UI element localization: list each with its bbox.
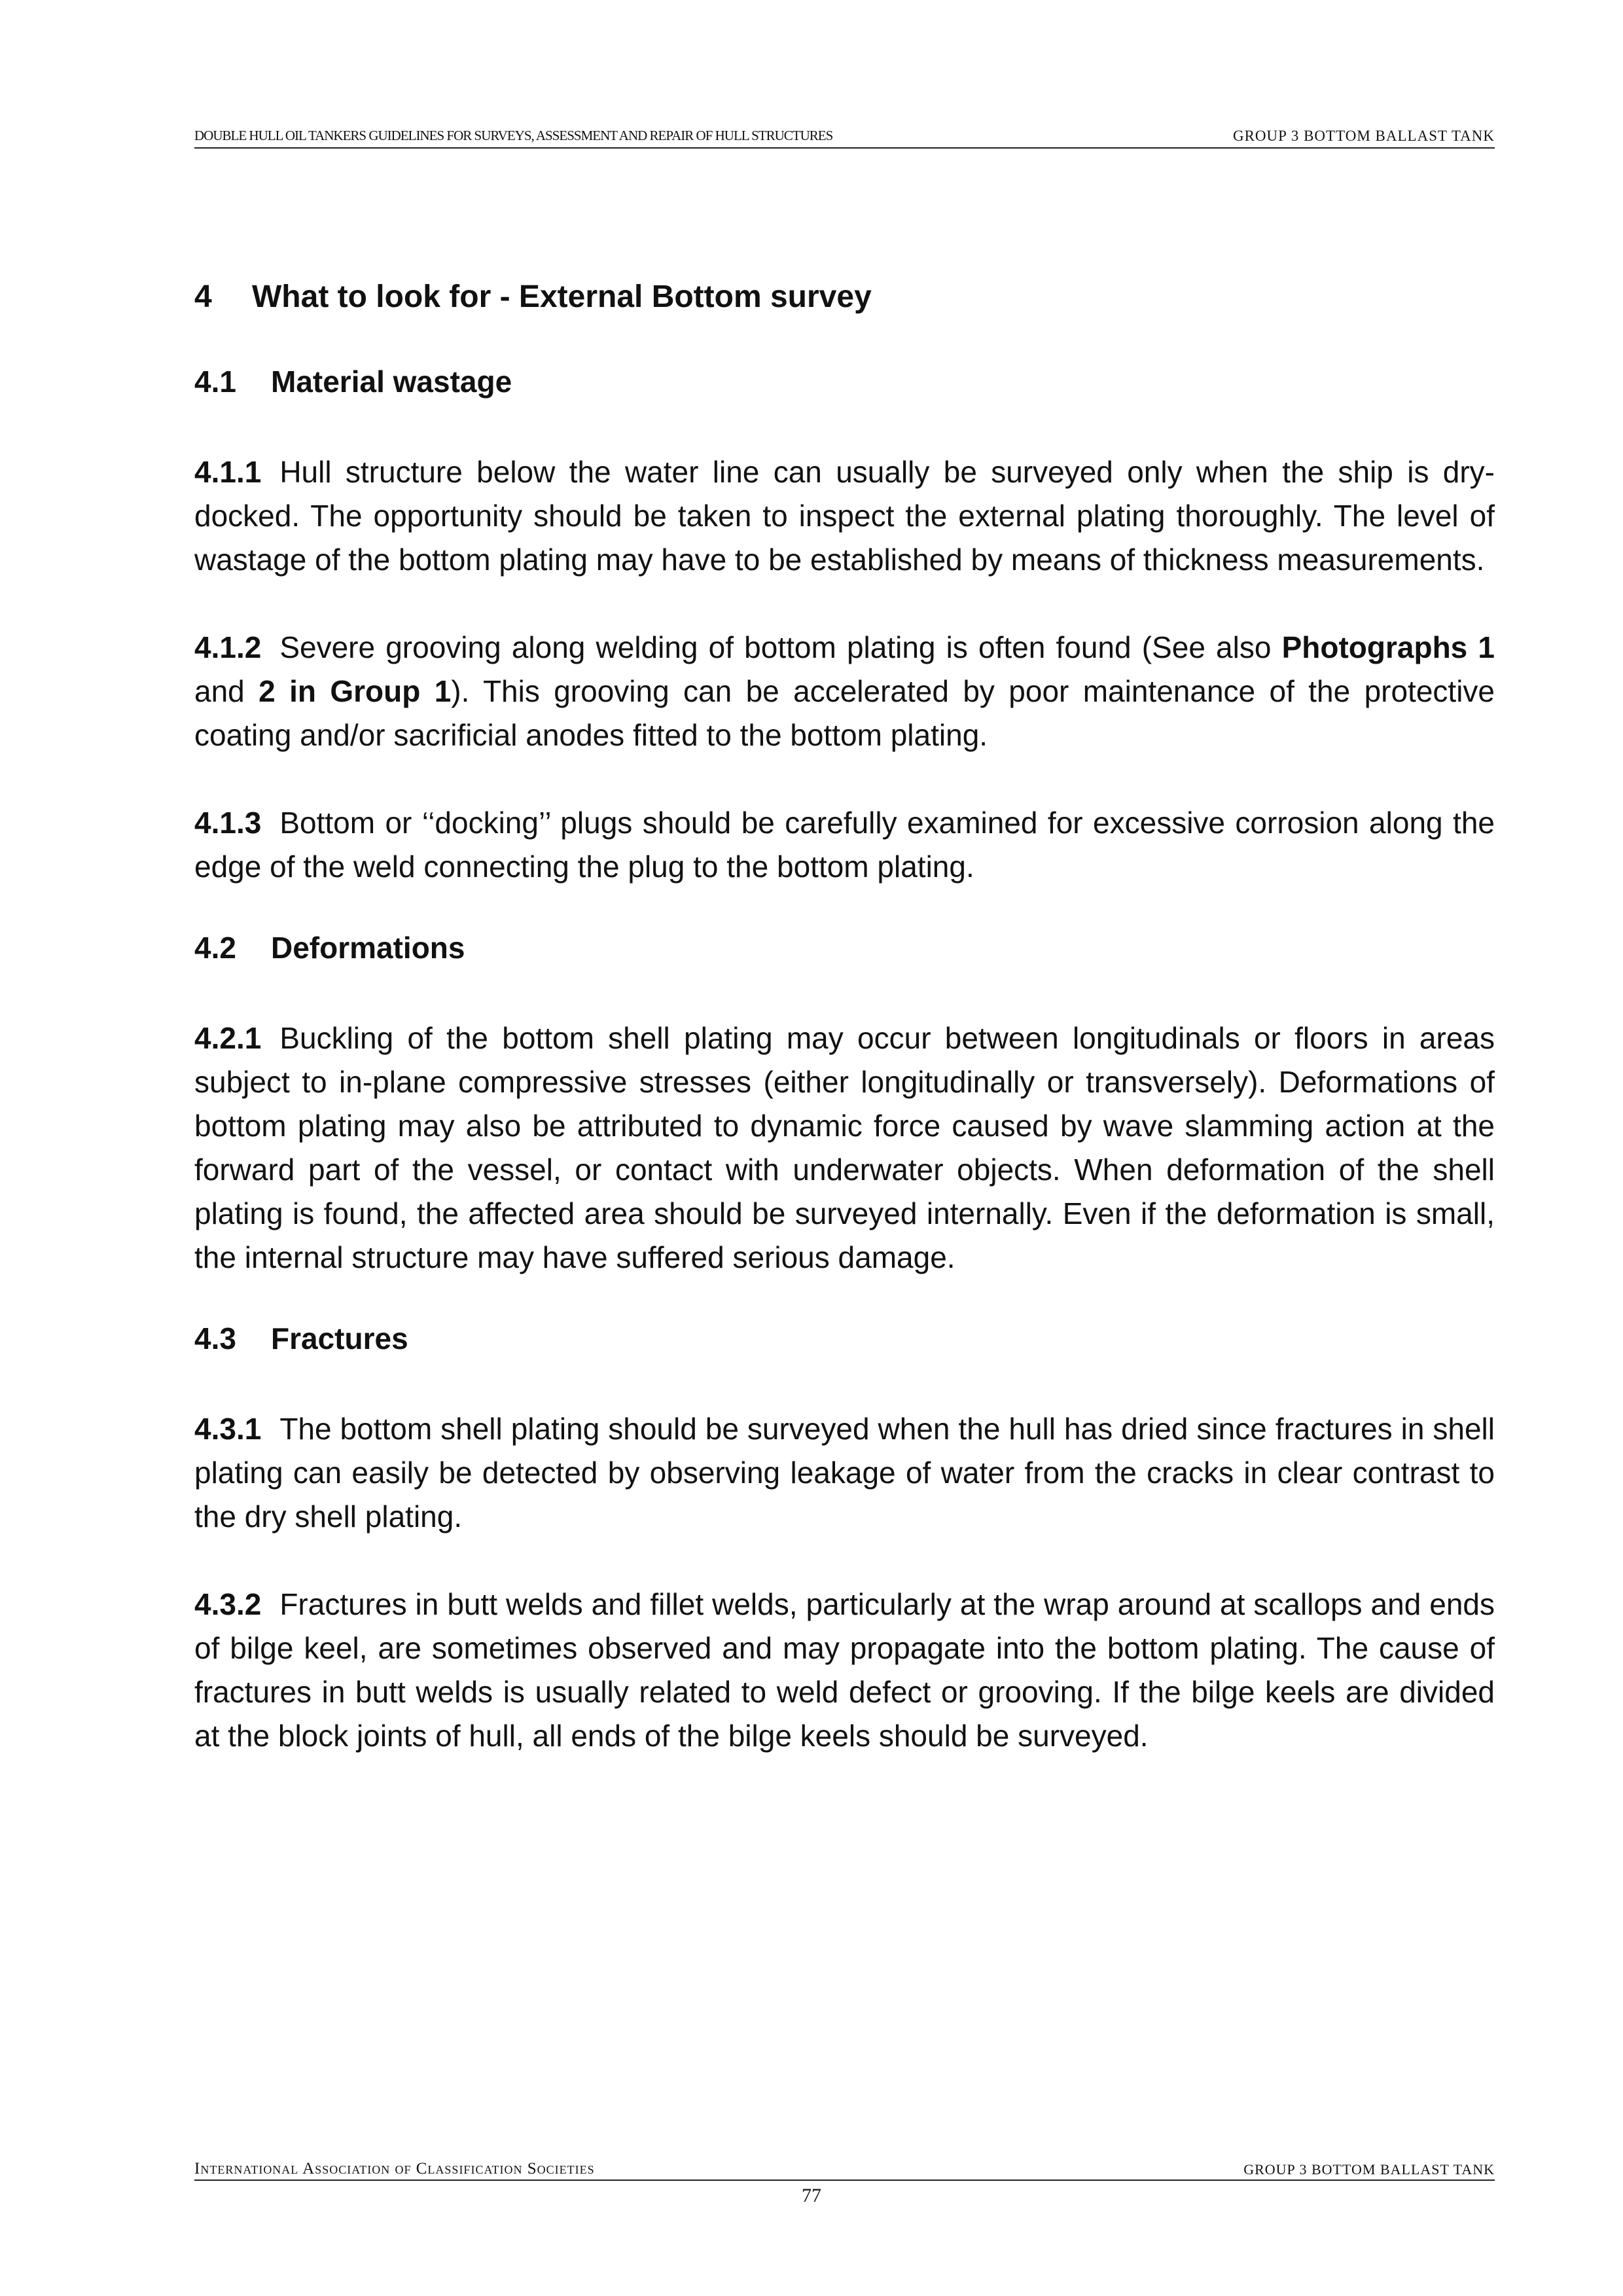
subsection-heading-material-wastage bbox=[194, 367, 1495, 397]
paragraph-4-1-1 bbox=[194, 450, 1495, 582]
paragraph-text: and bbox=[194, 674, 259, 708]
subsection-number: 4.3 bbox=[194, 1321, 236, 1355]
section-heading bbox=[194, 281, 1495, 313]
document-body bbox=[194, 281, 1495, 1802]
paragraph-text: ). This grooving can be accelerated by poor maintenance of the protective coating and/or sacrificial anodes fitted to the bottom plating. bbox=[194, 674, 1495, 752]
header-document-title: DOUBLE HULL OIL TANKERS GUIDELINES FOR SURVEYS, ASSESSMENT AND REPAIR OF HULL STRUCTURES bbox=[194, 128, 833, 143]
header-group-title: GROUP 3 BOTTOM BALLAST TANK bbox=[1232, 128, 1495, 144]
paragraph-4-2-1 bbox=[194, 1016, 1495, 1280]
section-title: What to look for - External Bottom survey bbox=[252, 279, 872, 314]
paragraph-number: 4.1.3 bbox=[194, 806, 262, 840]
paragraph-text: Bottom or ‘‘docking’’ plugs should be carefully examined for excessive corrosion along the edge of the weld connecting the plug to the bottom plating. bbox=[194, 806, 1495, 884]
paragraph-text: Severe grooving along welding of bottom plating is often found (See also bbox=[279, 630, 1282, 664]
paragraph-4-1-3 bbox=[194, 801, 1495, 889]
paragraph-number: 4.2.1 bbox=[194, 1021, 262, 1055]
paragraph-text: The bottom shell plating should be surveyed when the hull has dried since fractures in shell plating can easily be detected by observing leakage of water from the cracks in clear contrast to the dry shell plating. bbox=[194, 1412, 1495, 1534]
paragraph-number: 4.3.1 bbox=[194, 1412, 262, 1446]
subsection-title: Material wastage bbox=[271, 365, 512, 399]
paragraph-text: Hull structure below the water line can usually be surveyed only when the ship is dry-docked. The opportunity should be taken to inspect the external plating thoroughly. The level of wastage of the bottom plating may have to be established by means of thickness measurements. bbox=[194, 455, 1495, 577]
page-header bbox=[194, 128, 1495, 149]
group-reference: 2 in Group 1 bbox=[259, 674, 452, 708]
photo-reference: Photographs 1 bbox=[1281, 630, 1495, 664]
page-number: 77 bbox=[802, 2185, 821, 2206]
footer-group-title: GROUP 3 BOTTOM BALLAST TANK bbox=[1243, 2161, 1495, 2178]
subsection-heading-deformations bbox=[194, 933, 1495, 963]
paragraph-4-3-2 bbox=[194, 1583, 1495, 1758]
subsection-heading-fractures bbox=[194, 1323, 1495, 1354]
subsection-number: 4.1 bbox=[194, 365, 236, 399]
paragraph-text: Buckling of the bottom shell plating may occur between longitudinals or floors in areas subject to in-plane compressive stresses (either longitudinally or transversely). Deformations of bottom plating may also be attributed to dynamic force caused by wave slamming action at the forward part of the vessel, or contact with underwater objects. When deformation of the shell plating is found, the affected area should be surveyed internally. Even if the deformation is small, the internal structure may have suffered serious damage. bbox=[194, 1021, 1495, 1274]
paragraph-number: 4.1.2 bbox=[194, 630, 262, 664]
footer-organization: International Association of Classification Societies bbox=[194, 2160, 595, 2178]
subsection-title: Deformations bbox=[271, 931, 465, 965]
paragraph-text: Fractures in butt welds and fillet welds, particularly at the wrap around at scallops and ends of bilge keel, are sometimes observed and may propagate into the bottom plating. The cause of fractures in butt welds is usually related to weld defect or grooving. If the bilge keels are divided at the block joints of hull, all ends of the bilge keels should be surveyed. bbox=[194, 1587, 1495, 1753]
page-footer bbox=[194, 2160, 1495, 2181]
subsection-title: Fractures bbox=[271, 1321, 408, 1355]
paragraph-number: 4.1.1 bbox=[194, 455, 262, 489]
paragraph-number: 4.3.2 bbox=[194, 1587, 262, 1621]
paragraph-4-1-2 bbox=[194, 626, 1495, 757]
paragraph-4-3-1 bbox=[194, 1407, 1495, 1539]
section-number: 4 bbox=[194, 279, 212, 314]
subsection-number: 4.2 bbox=[194, 931, 236, 965]
